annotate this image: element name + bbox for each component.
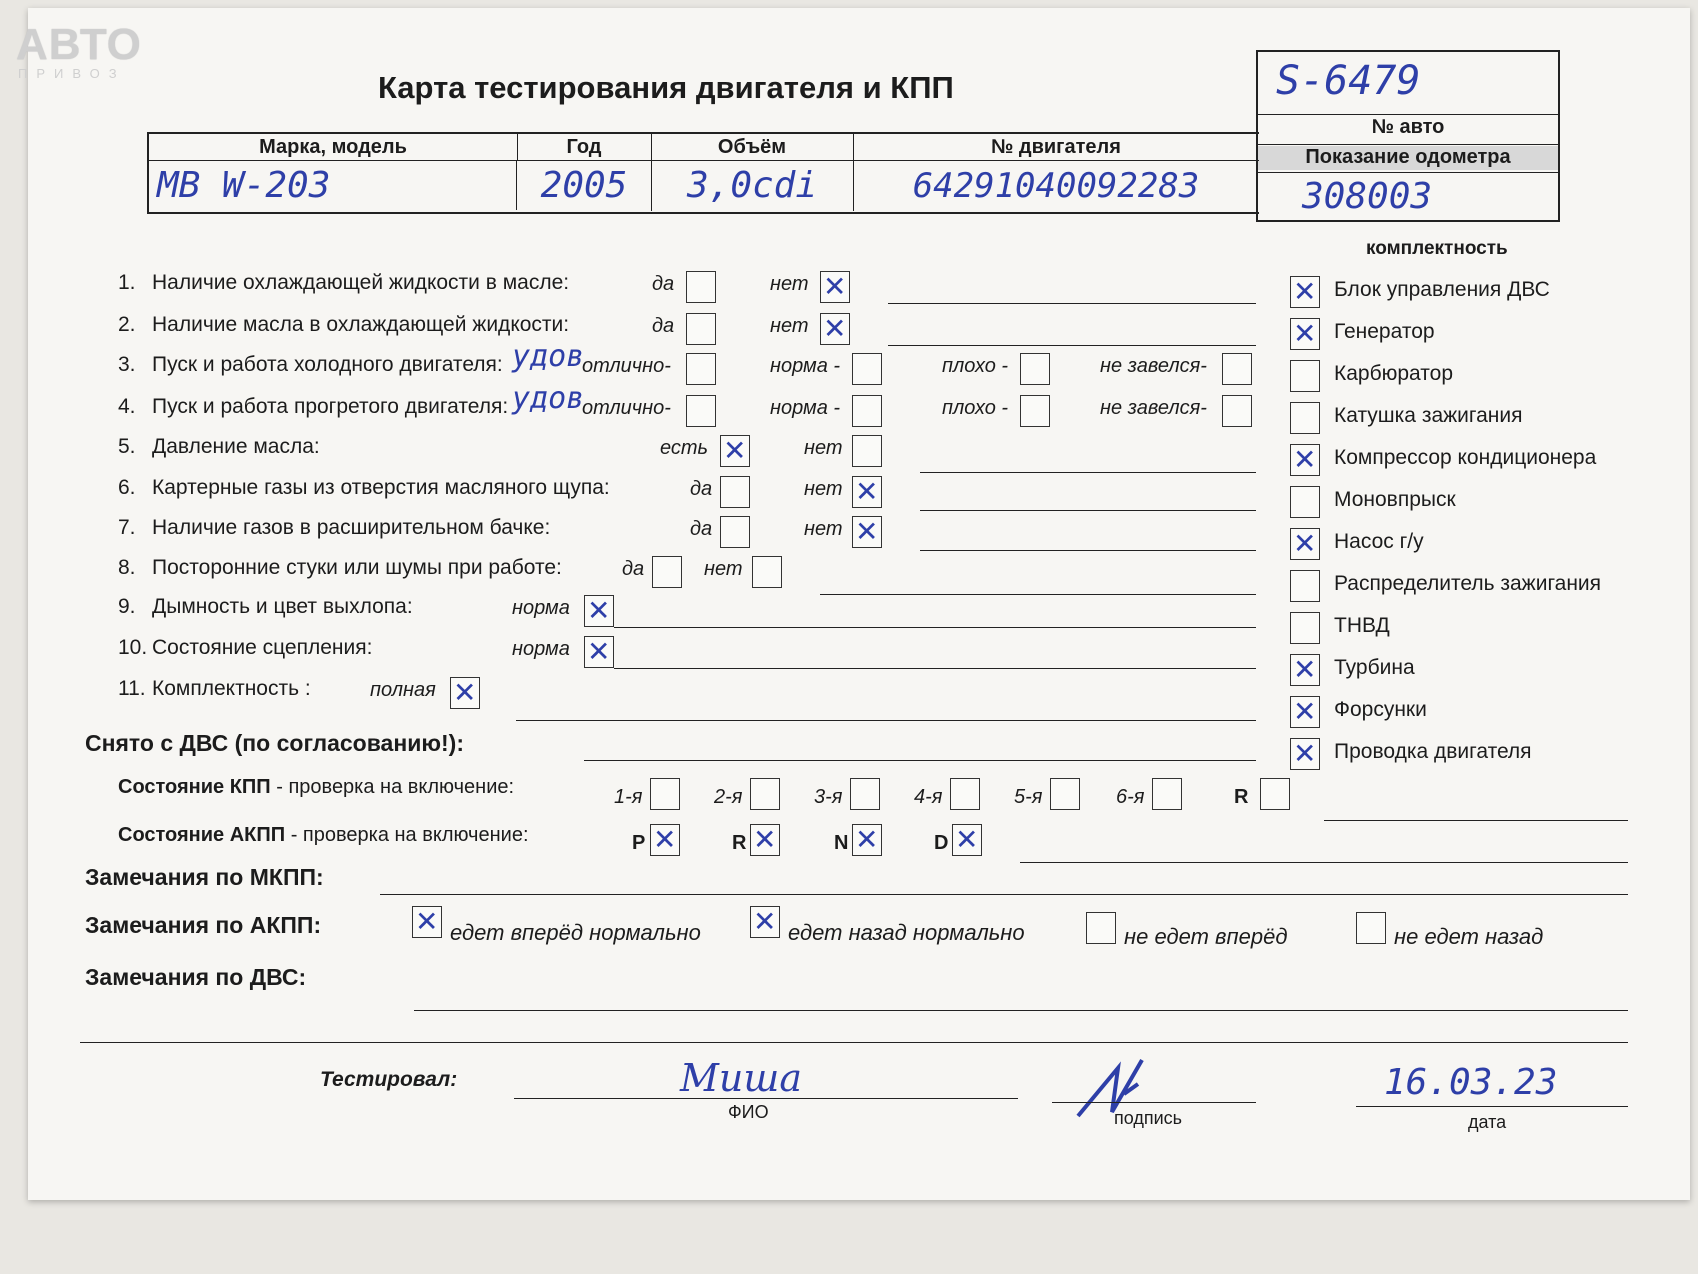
complete-checkbox[interactable] (450, 677, 480, 709)
excellent-checkbox[interactable] (686, 353, 716, 385)
komplekt-item: Турбина (1334, 656, 1415, 679)
normal-label: норма (512, 597, 570, 619)
no-checkbox[interactable] (820, 271, 850, 303)
komplekt-checkbox[interactable] (1290, 444, 1320, 476)
gear-checkbox[interactable] (950, 778, 980, 810)
gear-checkbox[interactable] (1050, 778, 1080, 810)
akpp-remark-label: едет назад нормально (788, 920, 1025, 945)
komplekt-item: Карбюратор (1334, 362, 1454, 385)
complete-label: полная (370, 679, 436, 701)
year-value: 2005 (517, 160, 652, 211)
item-number: 7. (118, 516, 136, 539)
akpp-remark-label: не едет назад (1394, 924, 1544, 949)
yes-checkbox[interactable] (686, 271, 716, 303)
no-checkbox[interactable] (752, 556, 782, 588)
normal-label: норма (512, 638, 570, 660)
item-number: 10. (118, 636, 148, 659)
volume-value: 3,0cdi (651, 160, 854, 211)
gear-label: 4-я (914, 786, 943, 808)
answer-line (920, 510, 1256, 511)
bad-label: плохо - (942, 355, 1009, 377)
normal-label: норма - (770, 355, 841, 377)
item-text: Дымность и цвет выхлопа: (152, 595, 413, 618)
normal-checkbox[interactable] (584, 636, 614, 668)
komplekt-item: Блок управления ДВС (1334, 278, 1550, 301)
col-header-year: Год (517, 134, 652, 160)
gear-label: 1-я (614, 786, 643, 808)
gear-checkbox[interactable] (850, 778, 880, 810)
akpp-remark-label: не едет вперёд (1124, 924, 1288, 949)
no-checkbox[interactable] (852, 435, 882, 467)
date-caption: дата (1468, 1112, 1507, 1132)
answer-line (920, 472, 1256, 473)
no-start-checkbox[interactable] (1222, 353, 1252, 385)
item-number: 4. (118, 395, 136, 418)
odometer-value: 308003 (1302, 176, 1433, 217)
handwritten-note: удов (512, 381, 585, 416)
no-label: нет (804, 478, 843, 500)
yes-label: да (622, 558, 645, 580)
yes-checkbox[interactable] (652, 556, 682, 588)
col-header-engine-no: № двигателя (991, 136, 1121, 158)
akpp-gear-label: D (934, 832, 949, 854)
item-text: Пуск и работа холодного двигателя: (152, 353, 503, 376)
item-text: Наличие охлаждающей жидкости в масле: (152, 271, 570, 294)
yes-label: да (690, 518, 713, 540)
gear-label: 6-я (1116, 786, 1145, 808)
snyato-label: Снято с ДВС (по согласованию!): (85, 730, 464, 756)
answer-line (920, 550, 1256, 551)
present-checkbox[interactable] (720, 435, 750, 467)
no-label: нет (704, 558, 743, 580)
komplekt-item: Генератор (1334, 320, 1435, 343)
item-text: Пуск и работа прогретого двигателя: (152, 395, 509, 418)
excellent-checkbox[interactable] (686, 395, 716, 427)
akpp-remark-label: едет вперёд нормально (450, 920, 701, 945)
zam-mkpp-label: Замечания по МКПП: (85, 864, 324, 890)
komplekt-item: ТНВД (1334, 614, 1390, 637)
no-start-label: не завелся- (1100, 355, 1207, 377)
tested-label: Тестировал: (320, 1068, 458, 1091)
page-title: Карта тестирования двигателя и КПП (378, 70, 954, 105)
normal-checkbox[interactable] (852, 395, 882, 427)
komplekt-item: Распределитель зажигания (1334, 572, 1602, 595)
col-header-model: Марка, модель (149, 134, 518, 160)
bad-checkbox[interactable] (1020, 353, 1050, 385)
col-header-volume: Объём (651, 134, 854, 160)
yes-label: да (652, 315, 675, 337)
akpp-remark-checkbox[interactable] (750, 906, 780, 938)
komplekt-checkbox[interactable] (1290, 360, 1320, 392)
komplekt-checkbox[interactable] (1290, 486, 1320, 518)
bad-checkbox[interactable] (1020, 395, 1050, 427)
yes-checkbox[interactable] (686, 313, 716, 345)
yes-label: да (652, 273, 675, 295)
komplekt-checkbox[interactable] (1290, 738, 1320, 770)
signature-caption: подпись (1114, 1108, 1183, 1128)
answer-line (888, 345, 1256, 346)
akpp-gear-checkbox[interactable] (750, 824, 780, 856)
gear-checkbox[interactable] (1152, 778, 1182, 810)
komplekt-checkbox[interactable] (1290, 654, 1320, 686)
yes-label: да (690, 478, 713, 500)
komplekt-checkbox[interactable] (1290, 402, 1320, 434)
logo: АВТО (16, 20, 142, 69)
komplekt-checkbox[interactable] (1290, 276, 1320, 308)
gear-checkbox[interactable] (750, 778, 780, 810)
gear-label: 2-я (714, 786, 743, 808)
akpp-gear-label: R (732, 832, 747, 854)
komplekt-checkbox[interactable] (1290, 696, 1320, 728)
no-label: нет (770, 273, 809, 295)
item-number: 2. (118, 313, 136, 336)
akpp-remark-checkbox[interactable] (1356, 912, 1386, 944)
no-label: нет (804, 437, 843, 459)
normal-label: норма - (770, 397, 841, 419)
answer-line (614, 668, 1256, 669)
akpp-gear-checkbox[interactable] (650, 824, 680, 856)
komplekt-title: комплектность (1366, 238, 1508, 259)
item-text: Давление масла: (152, 435, 320, 458)
present-label: есть (660, 437, 709, 459)
akpp-gear-label: P (632, 832, 646, 854)
excellent-label: отлично- (582, 397, 671, 419)
answer-line (614, 627, 1256, 628)
item-text: Наличие газов в расширительном бачке: (152, 516, 551, 539)
no-checkbox[interactable] (820, 313, 850, 345)
answer-line (820, 594, 1256, 595)
fio-caption: ФИО (728, 1102, 769, 1122)
komplekt-checkbox[interactable] (1290, 570, 1320, 602)
item-text: Картерные газы из отверстия масляного щупа: (152, 476, 610, 499)
komplekt-item: Проводка двигателя (1334, 740, 1532, 763)
zam-akpp-label: Замечания по АКПП: (85, 912, 322, 938)
no-start-checkbox[interactable] (1222, 395, 1252, 427)
gear-label: 5-я (1014, 786, 1043, 808)
item-text: Посторонние стуки или шумы при работе: (152, 556, 562, 579)
yes-checkbox[interactable] (720, 476, 750, 508)
answer-line (888, 303, 1256, 304)
excellent-label: отлично- (582, 355, 671, 377)
akpp-label: Состояние АКПП - проверка на включение: (118, 824, 529, 846)
normal-checkbox[interactable] (584, 595, 614, 627)
item-number: 9. (118, 595, 136, 618)
komplekt-checkbox[interactable] (1290, 318, 1320, 350)
gear-label: R (1234, 786, 1249, 808)
akpp-remark-checkbox[interactable] (1086, 912, 1116, 944)
no-label: нет (770, 315, 809, 337)
answer-line (516, 720, 1256, 721)
tester-name: Миша (680, 1056, 803, 1100)
gear-checkbox[interactable] (650, 778, 680, 810)
komplekt-item: Компрессор кондиционера (1334, 446, 1597, 469)
komplekt-item: Форсунки (1334, 698, 1427, 721)
komplekt-item: Катушка зажигания (1334, 404, 1523, 427)
akpp-gear-checkbox[interactable] (852, 824, 882, 856)
engine-number-value: 64291040092283 (853, 160, 1259, 211)
date-value: 16.03.23 (1384, 1062, 1558, 1103)
komplekt-item: Моновпрыск (1334, 488, 1456, 511)
car-number-box (1256, 50, 1560, 222)
no-checkbox[interactable] (852, 516, 882, 548)
item-text: Наличие масла в охлаждающей жидкости: (152, 313, 570, 336)
komplekt-checkbox[interactable] (1290, 612, 1320, 644)
item-number: 8. (118, 556, 136, 579)
no-start-label: не завелся- (1100, 397, 1207, 419)
logo-subtitle: ПРИВОЗ (18, 66, 126, 81)
zam-dvs-label: Замечания по ДВС: (85, 964, 307, 990)
yes-checkbox[interactable] (720, 516, 750, 548)
kpp-label: Состояние КПП - проверка на включение: (118, 776, 515, 798)
odometer-label: Показание одометра (1258, 146, 1558, 170)
item-text: Комплектность : (152, 677, 311, 700)
bad-label: плохо - (942, 397, 1009, 419)
handwritten-note: удов (512, 339, 585, 374)
vehicle-info-table (147, 132, 1259, 214)
no-label: нет (804, 518, 843, 540)
komplekt-item: Насос г/у (1334, 530, 1424, 553)
akpp-gear-label: N (834, 832, 849, 854)
item-text: Состояние сцепления: (152, 636, 373, 659)
gear-checkbox[interactable] (1260, 778, 1290, 810)
item-number: 5. (118, 435, 136, 458)
model-value: MB W-203 (149, 160, 517, 210)
no-checkbox[interactable] (852, 476, 882, 508)
komplekt-checkbox[interactable] (1290, 528, 1320, 560)
car-number-value: S-6479 (1276, 58, 1421, 104)
item-number: 3. (118, 353, 136, 376)
item-number: 11. (118, 677, 146, 700)
item-number: 6. (118, 476, 136, 499)
normal-checkbox[interactable] (852, 353, 882, 385)
car-number-label: № авто (1371, 116, 1445, 138)
gear-label: 3-я (814, 786, 843, 808)
akpp-remark-checkbox[interactable] (412, 906, 442, 938)
item-number: 1. (118, 271, 136, 294)
akpp-gear-checkbox[interactable] (952, 824, 982, 856)
